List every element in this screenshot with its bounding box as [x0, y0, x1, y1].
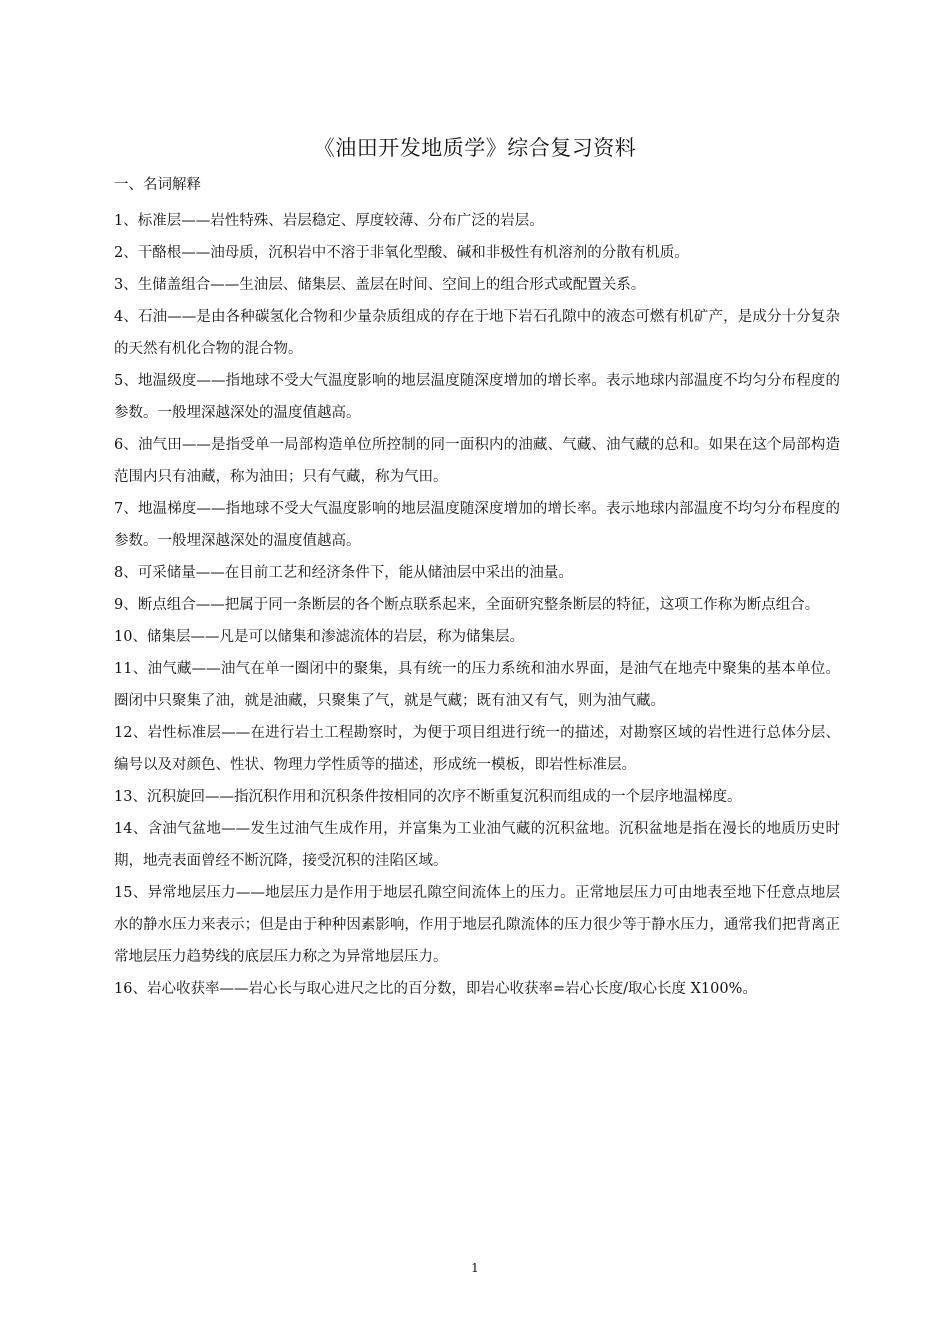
- term-entry: 10、储集层——凡是可以储集和渗滤流体的岩层，称为储集层。: [114, 629, 524, 645]
- term-entry: 14、含油气盆地——发生过油气生成作用，并富集为工业油气藏的沉积盆地。沉积盆地是指在漫长的地质历史时期，地壳表面曾经不断沉降，接受沉积的洼陷区域。: [114, 821, 840, 869]
- term-entry: 1、标准层——岩性特殊、岩层稳定、厚度较薄、分布广泛的岩层。: [114, 213, 544, 229]
- term-entry: 16、岩心收获率——岩心长与取心进尺之比的百分数，即岩心收获率=岩心长度/取心长度 X100%。: [114, 981, 757, 997]
- term-entry: 6、油气田——是指受单一局部构造单位所控制的同一面积内的油藏、气藏、油气藏的总和。如果在这个局部构造范围内只有油藏，称为油田；只有气藏，称为气田。: [114, 437, 840, 485]
- term-entry: 7、地温梯度——指地球不受大气温度影响的地层温度随深度增加的增长率。表示地球内部温度不均匀分布程度的参数。一般埋深越深处的温度值越高。: [114, 501, 840, 549]
- term-entry: 3、生储盖组合——生油层、储集层、盖层在时间、空间上的组合形式或配置关系。: [114, 277, 646, 293]
- term-entry: 11、油气藏——油气在单一圈闭中的聚集，具有统一的压力系统和油水界面，是油气在地壳中聚集的基本单位。圈闭中只聚集了油，就是油藏，只聚集了气，就是气藏；既有油又有气，则为油气藏。: [114, 661, 840, 709]
- term-entry: 13、沉积旋回——指沉积作用和沉积条件按相同的次序不断重复沉积而组成的一个层序地温梯度。: [114, 789, 742, 805]
- document-body: [114, 173, 840, 1005]
- section-heading: 一、名词解释: [114, 177, 201, 193]
- term-entry: 4、石油——是由各种碳氢化合物和少量杂质组成的存在于地下岩石孔隙中的液态可燃有机矿产，是成分十分复杂的天然有机化合物的混合物。: [114, 309, 840, 357]
- term-entry: 2、干酪根——油母质，沉积岩中不溶于非氧化型酸、碱和非极性有机溶剂的分散有机质。: [114, 245, 689, 261]
- term-entry: 12、岩性标准层——在进行岩土工程勘察时，为便于项目组进行统一的描述，对勘察区域的岩性进行总体分层、编号以及对颜色、性状、物理力学性质等的描述，形成统一模板，即岩性标准层。: [114, 725, 840, 773]
- page-number: 1: [471, 1261, 479, 1275]
- document-title: 《油田开发地质学》综合复习资料: [313, 136, 637, 160]
- term-entry: 9、断点组合——把属于同一条断层的各个断点联系起来，全面研究整条断层的特征，这项工作称为断点组合。: [114, 597, 820, 613]
- term-entry: 8、可采储量——在目前工艺和经济条件下，能从储油层中采出的油量。: [114, 565, 573, 581]
- term-entry: 15、异常地层压力——地层压力是作用于地层孔隙空间流体上的压力。正常地层压力可由地表至地下任意点地层水的静水压力来表示；但是由于种种因素影响，作用于地层孔隙流体的压力很少等于静水压力，通常我们把背离正常地层压力趋势线的底层压力称之为异常地层压力。: [114, 885, 840, 965]
- term-entry: 5、地温级度——指地球不受大气温度影响的地层温度随深度增加的增长率。表示地球内部温度不均匀分布程度的参数。一般埋深越深处的温度值越高。: [114, 373, 840, 421]
